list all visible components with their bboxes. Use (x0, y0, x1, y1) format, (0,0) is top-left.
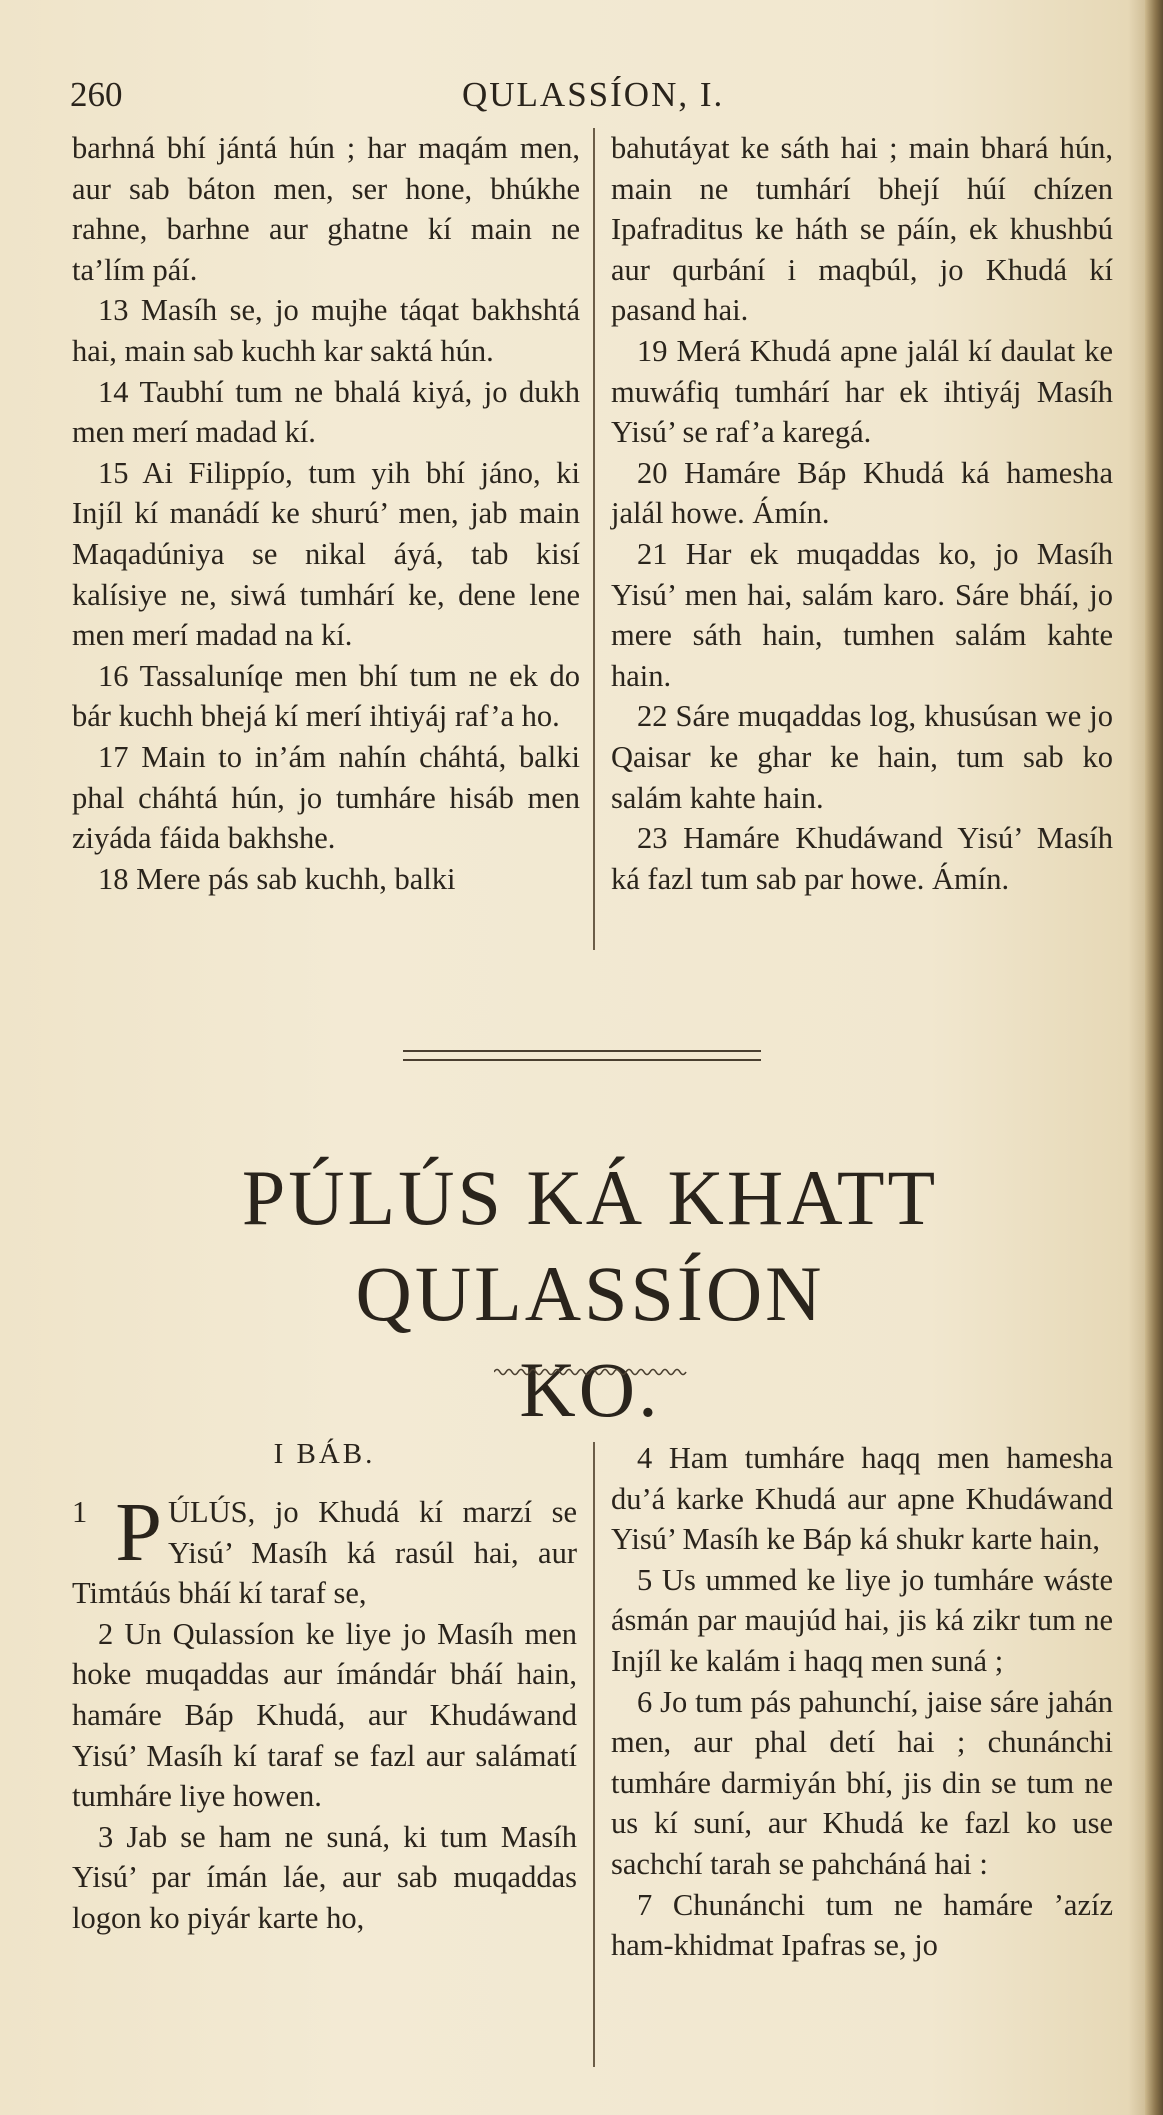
top-right-column (611, 128, 1113, 899)
verse-4: 4 Ham tumháre haqq men hamesha du’á karke Khudá aur apne Khudáwand Yisú’ Masíh ke Báp ká shukr karte hain, (611, 1441, 1113, 1557)
verse-3: 3 Jab se ham ne suná, ki tum Masíh Yisú’ par ímán láe, aur sab muqaddas logon ko piyár karte ho, (72, 1819, 577, 1935)
verse-1-number: 1 (72, 1495, 88, 1529)
verse-1-text: ÚLÚS, jo Khudá kí marzí se Yisú’ Masíh ká rasúl hai, aur Timtáús bháí kí taraf se, (72, 1495, 577, 1611)
page-number: 260 (70, 75, 123, 114)
verse-19: 19 Merá Khudá apne jalál kí daulat ke muwáfiq tumhárí har ek ihtiyáj Masíh Yisú’ se raf’a karegá. (611, 333, 1113, 450)
column-divider (593, 128, 595, 950)
section-rule (403, 1050, 761, 1061)
verse-18: 18 Mere pás sab kuchh, balki (98, 861, 456, 896)
top-left-column (72, 128, 580, 899)
verse-7: 7 Chunánchi tum ne hamáre ’azíz ham-khidmat Ipafras se, jo (611, 1887, 1113, 1963)
verse-5: 5 Us ummed ke liye jo tumháre wáste ásmán par maujúd hai, jis ká zikr tum ne Injíl ke kalám i haqq men suná ; (611, 1562, 1113, 1678)
verse-20: 20 Hamáre Báp Khudá ká hamesha jalál howe. Ámín. (611, 455, 1113, 531)
wavy-ornament (494, 1365, 690, 1379)
verse-1 (72, 1486, 577, 1614)
verse-18-continuation: bahutáyat ke sáth hai ; main bhará hún, main ne tumhárí bhejí húí chízen Ipafraditus ke háth se páín, ek khushbú aur qurbání i maqbúl, jo Khudá kí pasand hai. (611, 131, 1113, 328)
verse-17: 17 Main to in’ám nahín cháhtá, balki phal cháhtá hún, jo tumháre hisáb men ziyáda fáida bakhshe. (72, 739, 580, 856)
drop-cap: P (115, 1486, 162, 1579)
book-title (60, 1150, 1120, 1438)
verse-22: 22 Sáre muqaddas log, khusúsan we jo Qaisar ke ghar ke hain, tum sab ko salám kahte hain. (611, 699, 1113, 815)
book-title-line-2: KO. (519, 1346, 661, 1433)
column-divider-bottom (593, 1442, 595, 2067)
verse-13: 13 Masíh se, jo mujhe táqat bakhshtá hai, main sab kuchh kar saktá hún. (72, 293, 580, 368)
verse-continuation: barhná bhí jántá hún ; har maqám men, aur sab báton men, ser hone, bhúkhe rahne, barhne aur ghatne kí main ne ta’lím páí. (72, 131, 580, 287)
book-title-line-1: PÚLÚS KÁ KHATT QULASSÍON (241, 1154, 939, 1337)
verse-2: 2 Un Qulassíon ke liye jo Masíh men hoke muqaddas aur ímándár bháí hain, hamáre Báp Khudá, aur Khudáwand Yisú’ Masíh kí taraf se fazl aur salámatí tumháre liye howen. (72, 1616, 577, 1814)
verse-14: 14 Taubhí tum ne bhalá kiyá, jo dukh men merí madad kí. (72, 374, 580, 450)
verse-16: 16 Tassaluníqe men bhí tum ne ek do bár kuchh bhejá kí merí ihtiyáj raf’a ho. (72, 658, 580, 734)
verse-15: 15 Ai Filippío, tum yih bhí jáno, ki Injíl kí manádí ke shurú’ men, jab main Maqadúniya se nikal áyá, tab kisí kalísiye ne, siwá tumhárí ke, dene lene men merí madad na kí. (72, 455, 580, 653)
bottom-right-column (611, 1438, 1113, 1966)
running-title: QULASSÍON, I. (462, 75, 725, 114)
page-edge (1145, 0, 1163, 2115)
running-head (70, 75, 1120, 125)
verse-6: 6 Jo tum pás pahunchí, jaise sáre jahán men, aur phal detí hai ; chunánchi tumháre darmiyán bhí, jis din se tum ne us kí suní, aur Khudá ke fazl ko use sachchí tarah se pahcháná hai : (611, 1684, 1113, 1881)
bottom-left-column (72, 1486, 577, 1939)
verse-23: 23 Hamáre Khudáwand Yisú’ Masíh ká fazl tum sab par howe. Ámín. (611, 821, 1113, 896)
chapter-heading: I BÁB. (273, 1438, 376, 1470)
verse-21: 21 Har ek muqaddas ko, jo Masíh Yisú’ men hai, salám karo. Sáre bháí, jo mere sáth hain, tumhen salám kahte hain. (611, 536, 1113, 693)
